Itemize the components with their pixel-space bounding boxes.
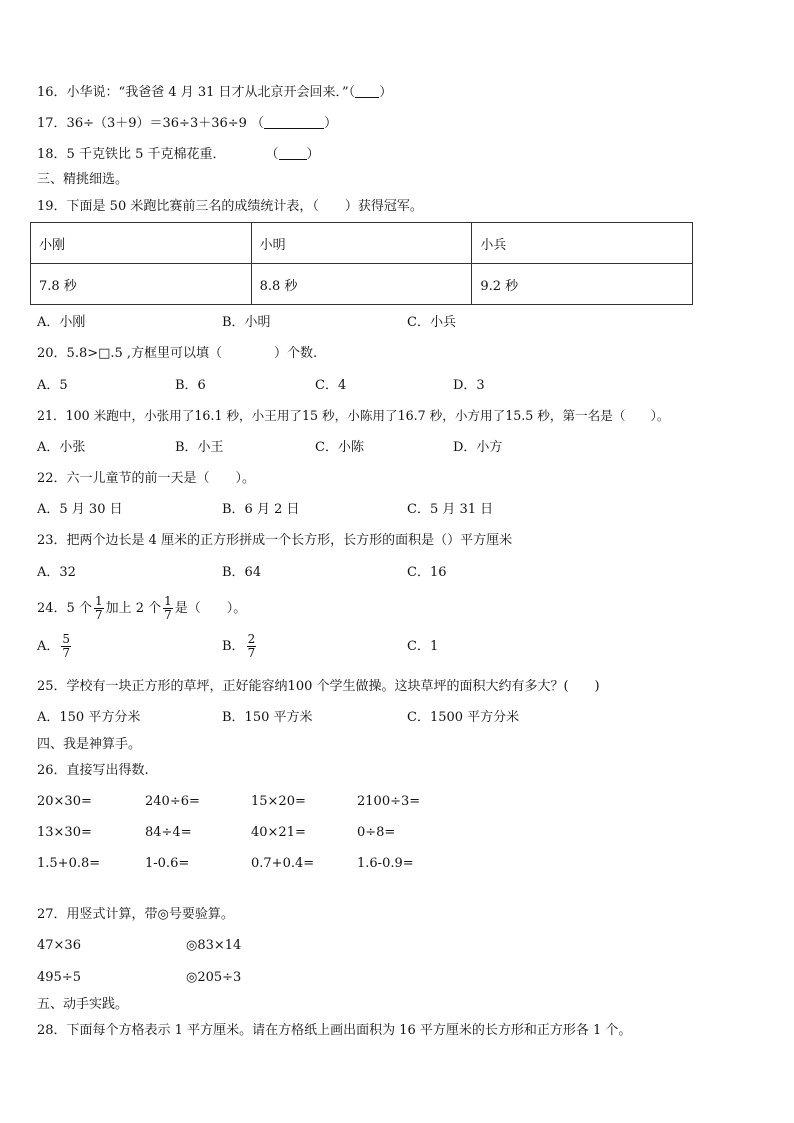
answer-blank[interactable] bbox=[279, 146, 307, 160]
question-20: 20．5.8>□.5 ,方框里可以填（ ）个数. bbox=[37, 346, 318, 361]
option-a[interactable]: A．5 bbox=[37, 378, 68, 393]
question-19: 19．下面是 50 米跑比赛前三名的成绩统计表，（ ）获得冠军。 bbox=[37, 199, 423, 214]
calc-item: 40×21= bbox=[251, 825, 306, 840]
calc-item: 15×20= bbox=[251, 794, 306, 809]
option-a[interactable]: A．小刚 bbox=[37, 315, 86, 330]
calc-item: 13×30= bbox=[37, 825, 92, 840]
section-heading-3: 三、精挑细选。 bbox=[37, 172, 129, 187]
table-cell: 小明 bbox=[251, 223, 472, 264]
table-cell: 小兵 bbox=[472, 223, 693, 264]
option-b[interactable]: B．64 bbox=[222, 565, 262, 580]
table-cell: 7.8 秒 bbox=[31, 264, 252, 305]
option-c[interactable]: C．4 bbox=[315, 378, 347, 393]
fraction: $\frac{5}{7}$ bbox=[62, 632, 71, 660]
option-b[interactable]: B．6 bbox=[175, 378, 206, 393]
option-c[interactable]: C．小兵 bbox=[407, 315, 456, 330]
option-a[interactable]: A．150 平方分米 bbox=[37, 710, 141, 725]
fraction: $\frac{1}{7}$ bbox=[94, 594, 103, 622]
option-b[interactable]: B． $\frac{2}{7}$ bbox=[222, 632, 256, 660]
question-21: 21．100 米跑中，小张用了16.1 秒，小王用了15 秒，小陈用了16.7 秒，小方用了15.5 秒，第一名是（ ）。 bbox=[37, 408, 670, 423]
section-heading-4: 四、我是神算手。 bbox=[37, 737, 142, 752]
fraction: $\frac{1}{7}$ bbox=[164, 594, 172, 622]
table-cell: 9.2 秒 bbox=[472, 264, 693, 305]
answer-blank[interactable] bbox=[264, 115, 324, 129]
table-cell: 小刚 bbox=[31, 223, 252, 264]
calc-item: 47×36 bbox=[37, 938, 81, 953]
question-22: 22．六一儿童节的前一天是（ ）。 bbox=[37, 471, 256, 486]
option-b[interactable]: B．小王 bbox=[175, 440, 224, 455]
question-27: 27．用竖式计算，带◎号要验算。 bbox=[37, 907, 234, 922]
table-row bbox=[31, 264, 693, 305]
option-c[interactable]: C．5 月 31 日 bbox=[407, 502, 494, 517]
option-a[interactable]: A．5 月 30 日 bbox=[37, 502, 123, 517]
option-b[interactable]: B．6 月 2 日 bbox=[222, 502, 300, 517]
option-c[interactable]: C．16 bbox=[407, 565, 447, 580]
question-17: 17．36÷（3＋9）＝36÷3＋36÷9 （ ） bbox=[37, 116, 338, 131]
table-header-row bbox=[31, 223, 693, 264]
option-d[interactable]: D．3 bbox=[453, 378, 485, 393]
fraction: $\frac{2}{7}$ bbox=[247, 632, 256, 660]
calc-item: ◎83×14 bbox=[186, 938, 242, 953]
answer-blank[interactable] bbox=[355, 84, 379, 98]
table-cell: 8.8 秒 bbox=[251, 264, 472, 305]
option-b[interactable]: B．小明 bbox=[222, 315, 271, 330]
option-c[interactable]: C．1 bbox=[407, 639, 439, 654]
question-18: 18．5 千克铁比 5 千克棉花重． （ ） bbox=[37, 147, 320, 162]
score-table bbox=[30, 222, 693, 305]
option-a[interactable]: A．32 bbox=[37, 565, 76, 580]
question-28: 28．下面每个方格表示 1 平方厘米。请在方格纸上画出面积为 16 平方厘米的长方形和正方形各 1 个。 bbox=[37, 1023, 632, 1038]
calc-item: 1.5+0.8= bbox=[37, 856, 101, 871]
option-a[interactable]: A．小张 bbox=[37, 440, 86, 455]
question-16: 16．小华说：“我爸爸 4 月 31 日才从北京开会回来．”（ ） bbox=[37, 85, 393, 100]
question-26: 26．直接写出得数. bbox=[37, 763, 149, 778]
option-c[interactable]: C．小陈 bbox=[315, 440, 364, 455]
question-23: 23．把两个边长是 4 厘米的正方形拼成一个长方形，长方形的面积是（）平方厘米 bbox=[37, 533, 513, 548]
calc-item: 495÷5 bbox=[37, 970, 81, 985]
calc-item: 240÷6= bbox=[145, 794, 200, 809]
calc-item: 1-0.6= bbox=[145, 856, 190, 871]
option-a[interactable]: A． $\frac{5}{7}$ bbox=[37, 632, 71, 660]
calc-item: 2100÷3= bbox=[357, 794, 421, 809]
option-b[interactable]: B．150 平方米 bbox=[222, 710, 313, 725]
calc-item: ◎205÷3 bbox=[186, 970, 242, 985]
calc-item: 0÷8= bbox=[357, 825, 396, 840]
calc-item: 1.6-0.9= bbox=[357, 856, 414, 871]
option-d[interactable]: D．小方 bbox=[453, 440, 503, 455]
calc-item: 20×30= bbox=[37, 794, 92, 809]
option-c[interactable]: C．1500 平方分米 bbox=[407, 710, 520, 725]
calc-item: 84÷4= bbox=[145, 825, 192, 840]
question-25: 25．学校有一块正方形的草坪，正好能容纳100 个学生做操。这块草坪的面积大约有多大？( ) bbox=[37, 679, 600, 694]
calc-item: 0.7+0.4= bbox=[251, 856, 315, 871]
question-24: 24．5 个 $\frac{1}{7}$ 加上 2 个 $\frac{1}{7}$ 是（ ）。 bbox=[37, 594, 247, 622]
section-heading-5: 五、动手实践。 bbox=[37, 997, 129, 1012]
